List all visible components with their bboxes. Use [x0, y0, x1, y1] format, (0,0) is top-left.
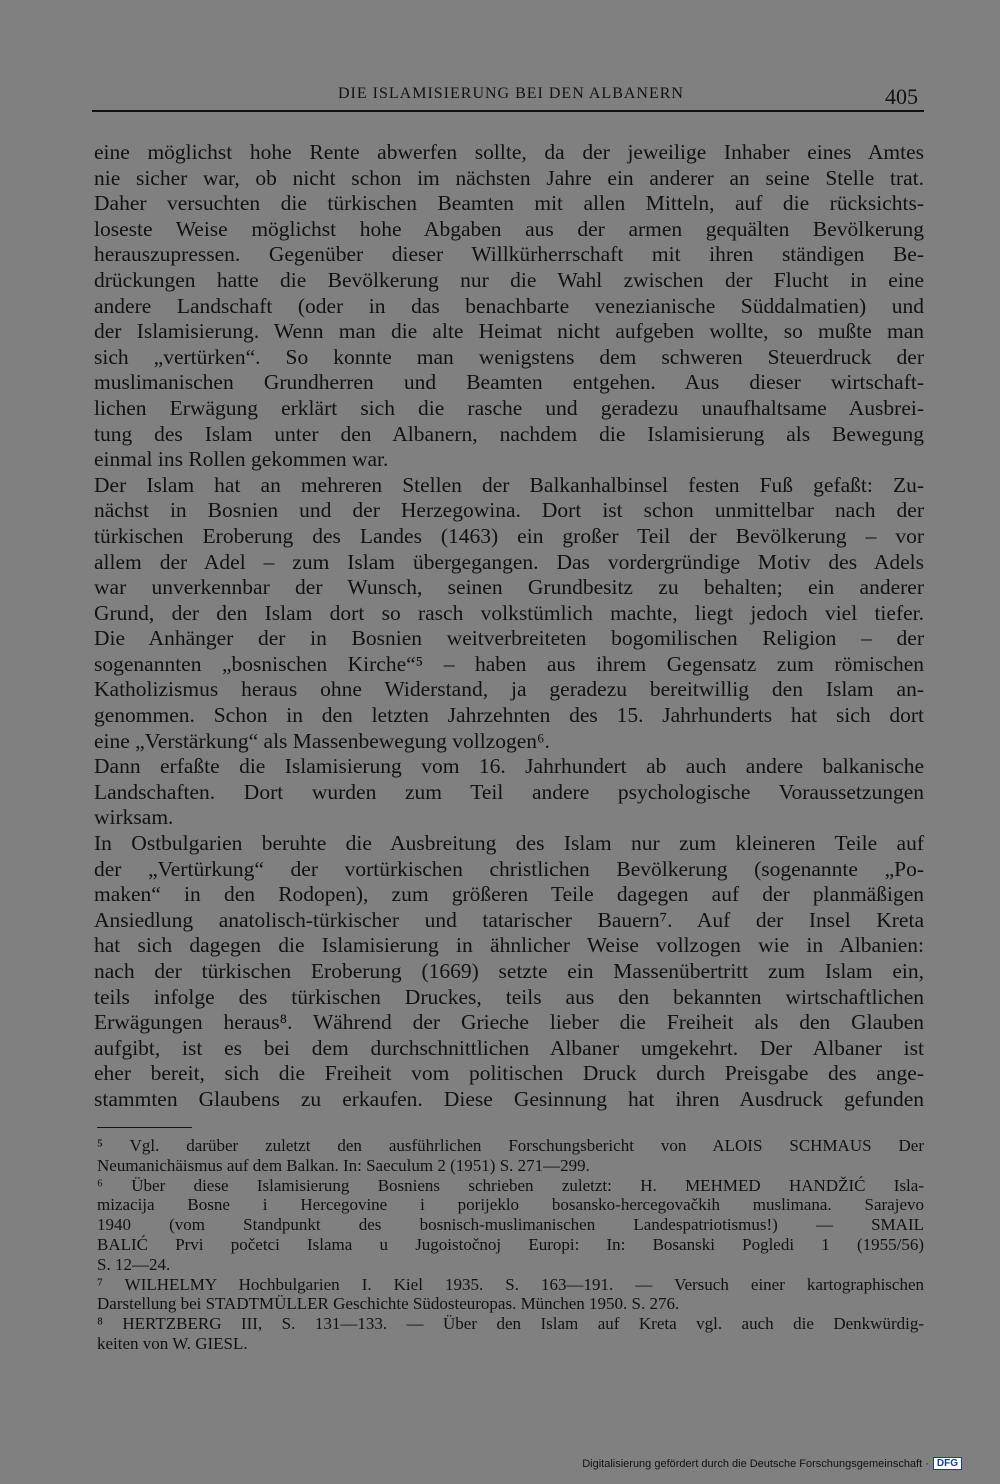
text-line: Dann erfaßte die Islamisierung vom 16. Jahrhundert ab auch andere balkanische — [94, 754, 924, 779]
text-line: genommen. Schon in den letzten Jahrzehnten des 15. Jahrhunderts hat sich dort — [94, 703, 924, 728]
digitization-credit — [582, 1457, 962, 1470]
text-line: stammten Glaubens zu erkaufen. Diese Gesinnung hat ihren Ausdruck gefunden — [94, 1086, 924, 1111]
text-line: eine „Verstärkung“ als Massenbewegung vollzogen⁶. — [94, 728, 550, 753]
footnote-rule — [97, 1127, 192, 1128]
footnote-line: mizacija Bosne i Hercegovine i porijeklo bosansko-hercegovačkih muslimana. Sarajevo — [97, 1195, 924, 1215]
text-line: nach der türkischen Eroberung (1669) setzte ein Massenübertritt zum Islam ein, — [94, 959, 924, 983]
text-line: Grund, der den Islam dort so rasch volkstümlich machte, liegt jedoch viel tiefer. — [94, 600, 924, 625]
text-line: nächst in Bosnien und der Herzegowina. Dort ist schon unmittelbar nach der — [94, 498, 924, 523]
credit-text: Digitalisierung gefördert durch die Deutsche Forschungsgemeinschaft · — [582, 1457, 929, 1470]
text-line: hat sich dagegen die Islamisierung in ähnlicher Weise vollzogen wie in Albanien: — [94, 933, 924, 958]
text-line: Katholizismus heraus ohne Widerstand, ja geradezu bereitwillig den Islam an- — [94, 677, 924, 702]
text-line: lichen Erwägung erklärt sich die rasche und geradezu unaufhaltsame Ausbrei- — [94, 395, 924, 420]
footnote-line: ⁸ HERTZBERG III, S. 131—133. — Über den Islam auf Kreta vgl. auch die Denkwürdig- — [97, 1314, 924, 1334]
text-line: Daher versuchten die türkischen Beamten mit allen Mitteln, auf die rücksichts- — [94, 191, 924, 216]
footnote-line: ⁶ Über diese Islamisierung Bosniens schrieben zuletzt: H. MEHMED HANDŽIĆ Isla- — [97, 1175, 924, 1195]
text-line: eine möglichst hohe Rente abwerfen sollte, da der jeweilige Inhaber eines Amtes — [94, 140, 924, 164]
text-line: muslimanischen Grundherren und Beamten entgehen. Aus dieser wirtschaft- — [94, 370, 924, 395]
text-line: nie sicher war, ob nicht schon im nächsten Jahre ein anderer an seine Stelle trat. — [94, 165, 924, 190]
text-line: drückungen hatte die Bevölkerung nur die Wahl zwischen der Flucht in eine — [94, 267, 924, 292]
running-title: DIE ISLAMISIERUNG BEI DEN ALBANERN — [338, 85, 684, 102]
text-line: der Islamisierung. Wenn man die alte Heimat nicht aufgeben wollte, so mußte man — [94, 319, 924, 344]
page-number: 405 — [885, 84, 918, 109]
text-line: wirksam. — [94, 805, 174, 830]
footnote-line: S. 12—24. — [97, 1254, 171, 1274]
footnote-line: BALIĆ Prvi početci Islama u Jugoistočnoj Europi: In: Bosanski Pogledi 1 (1955/56) — [97, 1234, 924, 1254]
text-line: tung des Islam unter den Albanern, nachdem die Islamisierung als Bewegung — [94, 421, 924, 446]
footnote-line: keiten von W. GIESL. — [97, 1333, 248, 1353]
text-line: Ansiedlung anatolisch-türkischer und tatarischer Bauern⁷. Auf der Insel Kreta — [94, 907, 924, 932]
dfg-logo: DFG — [933, 1457, 962, 1470]
text-line: herauszupressen. Gegenüber dieser Willkürherrschaft mit ihren ständigen Be- — [94, 242, 924, 267]
text-line: sich „vertürken“. So konnte man wenigstens dem schweren Steuerdruck der — [94, 344, 924, 369]
text-line: war unverkennbar der Wunsch, seinen Grundbesitz zu behalten; ein anderer — [94, 575, 924, 600]
text-line: Die Anhänger der in Bosnien weitverbreiteten bogomilischen Religion – der — [94, 626, 924, 651]
main-text — [94, 140, 924, 1113]
text-line: andere Landschaft (oder in das benachbarte venezianische Süddalmatien) und — [94, 293, 924, 318]
text-line: teils infolge des türkischen Druckes, teils aus den bekannten wirtschaftlichen — [94, 984, 924, 1009]
footnote-line: Neumanichäismus auf dem Balkan. In: Saeculum 2 (1951) S. 271—299. — [97, 1155, 590, 1175]
text-line: Der Islam hat an mehreren Stellen der Balkanhalbinsel festen Fuß gefaßt: Zu- — [94, 472, 924, 497]
text-line: einmal ins Rollen gekommen war. — [94, 447, 389, 472]
text-line: der „Vertürkung“ der vortürkischen christlichen Bevölkerung (sogenannte „Po- — [94, 856, 924, 881]
text-line: Erwägungen heraus⁸. Während der Grieche lieber die Freiheit als den Glauben — [94, 1010, 924, 1035]
text-line: Landschaften. Dort wurden zum Teil andere psychologische Voraussetzungen — [94, 779, 924, 804]
footnote-line: 1940 (vom Standpunkt des bosnisch-muslimanischen Landespatriotismus!) — SMAIL — [97, 1215, 924, 1235]
footnote-line: ⁵ Vgl. darüber zuletzt den ausführlichen Forschungsbericht von ALOIS SCHMAUS Der — [97, 1136, 924, 1155]
footnote-line: Darstellung bei STADTMÜLLER Geschichte Südosteuropas. München 1950. S. 276. — [97, 1294, 680, 1314]
text-line: maken“ in den Rodopen), zum größeren Teile dagegen auf der planmäßigen — [94, 882, 924, 907]
footnotes — [97, 1136, 924, 1354]
header-rule — [92, 110, 924, 112]
footnote-line: ⁷ WILHELMY Hochbulgarien I. Kiel 1935. S. 163—191. — Versuch einer kartographischen — [97, 1274, 924, 1294]
text-line: sogenannten „bosnischen Kirche“⁵ – haben aus ihrem Gegensatz zum römischen — [94, 651, 924, 676]
text-line: eher bereit, sich die Freiheit vom politischen Druck durch Preisgabe des ange- — [94, 1061, 924, 1086]
text-line: loseste Weise möglichst hohe Abgaben aus der armen gequälten Bevölkerung — [94, 216, 924, 241]
text-line: aufgibt, ist es bei dem durchschnittlichen Albaner umgekehrt. Der Albaner ist — [94, 1035, 924, 1060]
text-line: In Ostbulgarien beruhte die Ausbreitung des Islam nur zum kleineren Teile auf — [94, 831, 924, 856]
text-line: türkischen Eroberung des Landes (1463) ein großer Teil der Bevölkerung – vor — [94, 523, 924, 548]
text-line: allem der Adel – zum Islam übergegangen. Das vordergründige Motiv des Adels — [94, 549, 924, 574]
